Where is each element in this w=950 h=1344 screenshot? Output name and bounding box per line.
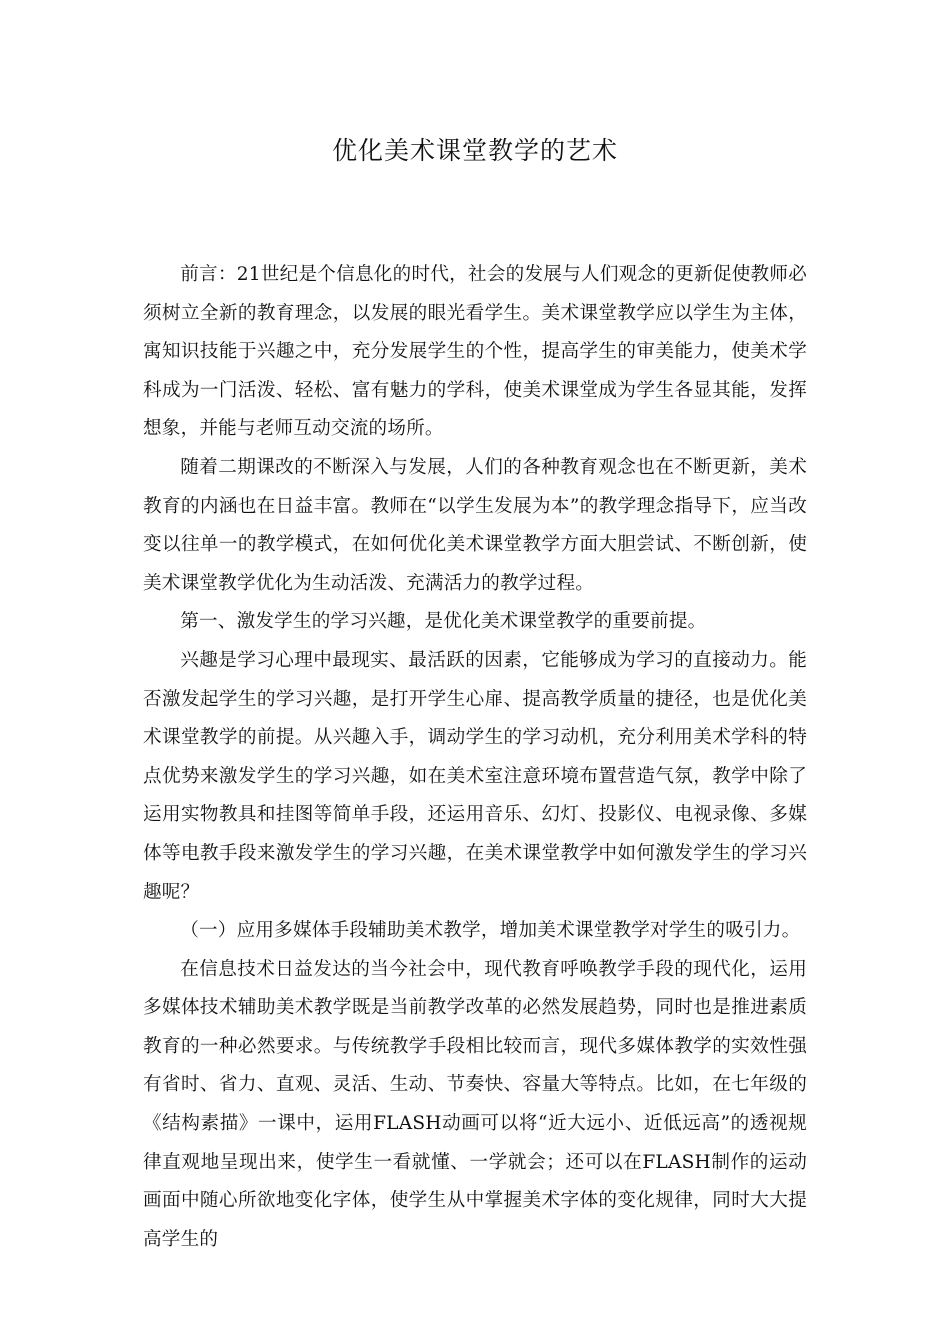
document-title: 优化美术课堂教学的艺术 (331, 136, 618, 165)
paragraph: 在信息技术日益发达的当今社会中，现代教育呼唤教学手段的现代化，运用多媒体技术辅助美术教学既是当前教学改革的必然发展趋势，同时也是推进素质教育的一种必然要求。与传统教学手段相比较而言，现代多媒体教学的实效性强有省时、省力、直观、灵活、生动、节奏快、容量大等特点。比如，在七年级的《结构素描》一课中，运用FLASH动画可以将“近大远小、近低远高”的透视规律直观地呈现出来，使学生一看就懂、一学就会；还可以在FLASH制作的运动画面中随心所欲地变化字体，使学生从中掌握美术字体的变化规律，同时大大提高学生的 (143, 958, 807, 1250)
subsection-heading: （一）应用多媒体手段辅助美术教学，增加美术课堂教学对学生的吸引力。 (180, 920, 801, 942)
section-heading: 第一、激发学生的学习兴趣，是优化美术课堂教学的重要前提。 (180, 611, 707, 633)
paragraph-preface: 前言：21世纪是个信息化的时代，社会的发展与人们观念的更新促使教师必须树立全新的教育理念，以发展的眼光看学生。美术课堂教学应以学生为主体，寓知识技能于兴趣之中，充分发展学生的个性，提高学生的审美能力，使美术学科成为一门活泼、轻松、富有魅力的学科，使美术课堂成为学生各显其能，发挥想象，并能与老师互动交流的场所。 (143, 264, 807, 440)
document-body (143, 256, 807, 1259)
paragraph: 兴趣是学习心理中最现实、最活跃的因素，它能够成为学习的直接动力。能否激发起学生的学习兴趣，是打开学生心扉、提高教学质量的捷径，也是优化美术课堂教学的前提。从兴趣入手，调动学生的学习动机，充分利用美术学科的特点优势来激发学生的学习兴趣，如在美术室注意环境布置营造气氛，教学中除了运用实物教具和挂图等简单手段，还运用音乐、幻灯、投影仪、电视录像、多媒体等电教手段来激发学生的学习兴趣，在美术课堂教学中如何激发学生的学习兴趣呢？ (143, 649, 807, 903)
paragraph: 随着二期课改的不断深入与发展，人们的各种教育观念也在不断更新，美术教育的内涵也在日益丰富。教师在“以学生发展为本”的教学理念指导下，应当改变以往单一的教学模式，在如何优化美术课堂教学方面大胆尝试、不断创新，使美术课堂教学优化为生动活泼、充满活力的教学过程。 (143, 456, 807, 594)
